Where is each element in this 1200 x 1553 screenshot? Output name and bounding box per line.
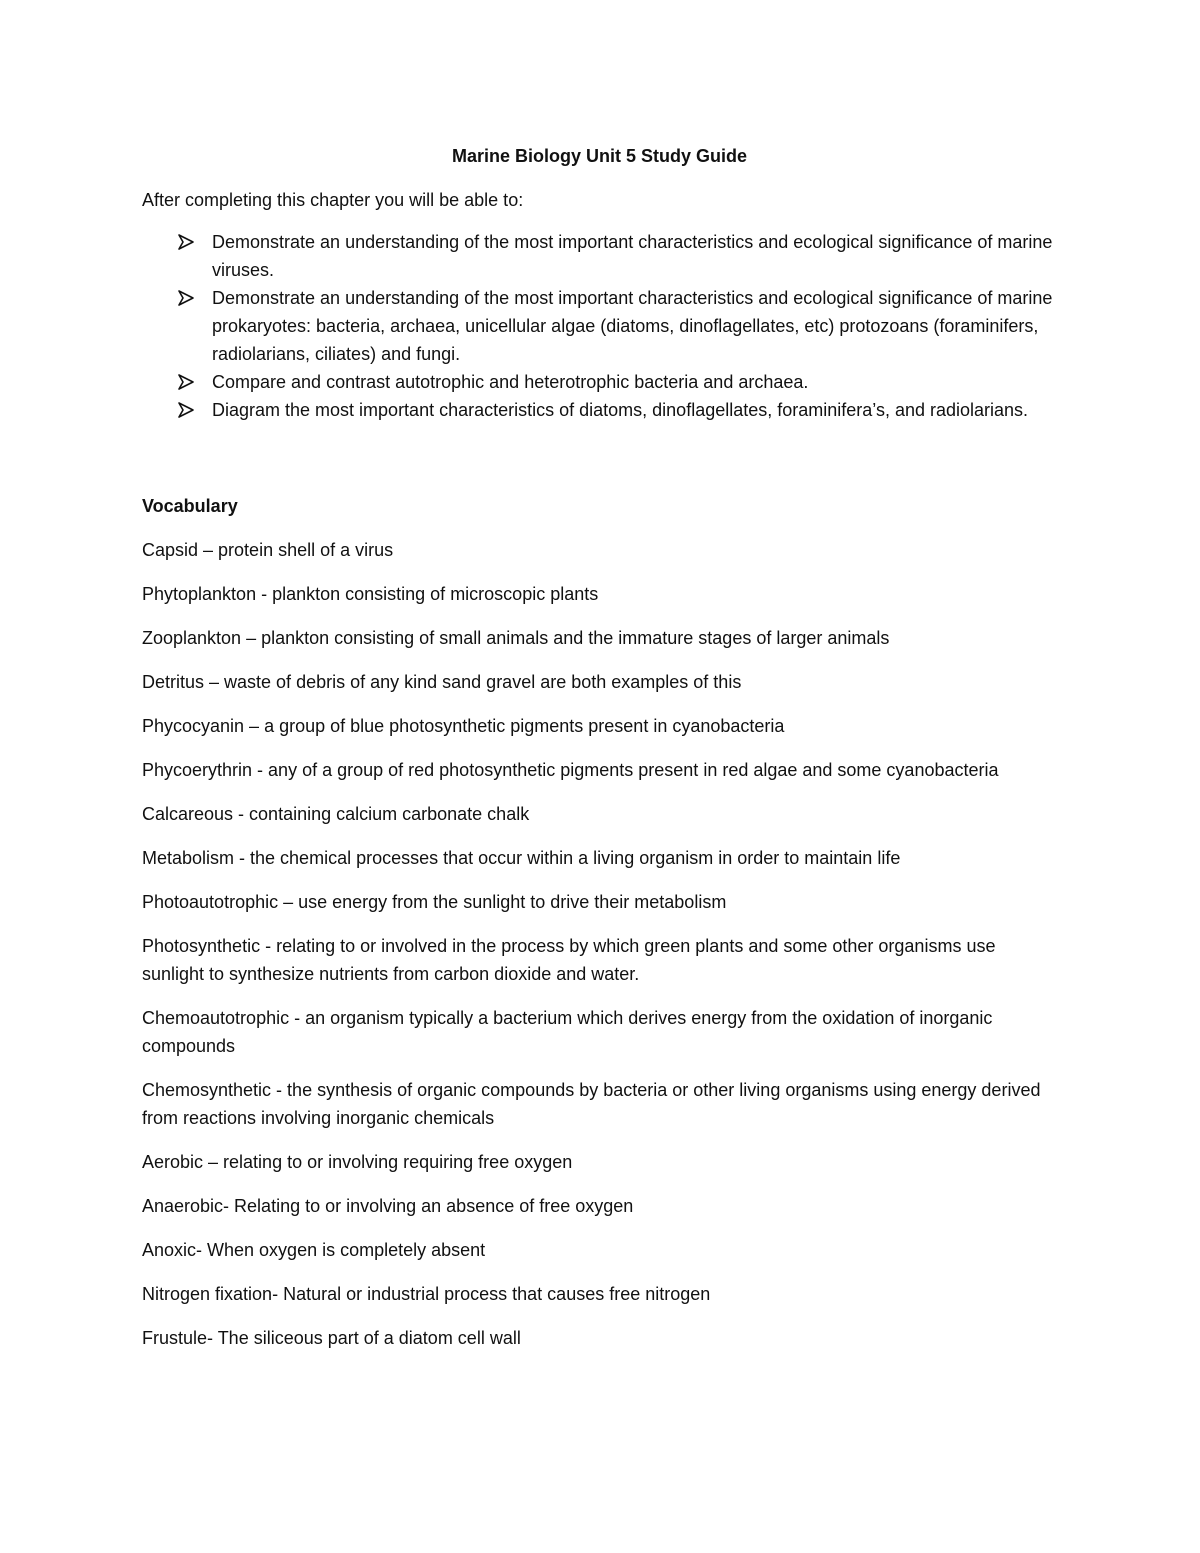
vocabulary-term: Frustule- The siliceous part of a diatom cell wall: [142, 1328, 521, 1348]
vocabulary-term: Photoautotrophic – use energy from the sunlight to drive their metabolism: [142, 892, 727, 912]
vocabulary-term: Phycocyanin – a group of blue photosynthetic pigments present in cyanobacteria: [142, 716, 785, 736]
vocabulary-term: Zooplankton – plankton consisting of small animals and the immature stages of larger animals: [142, 628, 890, 648]
vocabulary-term: Nitrogen fixation- Natural or industrial process that causes free nitrogen: [142, 1284, 711, 1304]
objective-item: [142, 396, 1057, 424]
vocabulary-term: Aerobic – relating to or involving requiring free oxygen: [142, 1152, 573, 1172]
vocabulary-list: [142, 536, 1057, 1352]
vocabulary-term: Phytoplankton - plankton consisting of microscopic plants: [142, 584, 599, 604]
vocabulary-term: Phycoerythrin - any of a group of red photosynthetic pigments present in red algae and some cyanobacteria: [142, 760, 999, 780]
objective-text: Diagram the most important characteristics of diatoms, dinoflagellates, foraminifera’s, and radiolarians.: [212, 400, 1029, 420]
vocabulary-term: Calcareous - containing calcium carbonate chalk: [142, 804, 530, 824]
objective-item: [142, 284, 1057, 368]
objective-item: [142, 228, 1057, 284]
document-content: [142, 142, 1057, 1368]
objective-text: Compare and contrast autotrophic and heterotrophic bacteria and archaea.: [212, 372, 809, 392]
arrowhead-bullet-icon: [176, 229, 196, 255]
vocabulary-term: Metabolism - the chemical processes that occur within a living organism in order to maintain life: [142, 848, 901, 868]
vocabulary-term: Chemosynthetic - the synthesis of organic compounds by bacteria or other living organisms using energy derived from reactions involving inorganic chemicals: [142, 1080, 1041, 1128]
vocabulary-term: Capsid – protein shell of a virus: [142, 540, 394, 560]
vocabulary-term: Anoxic- When oxygen is completely absent: [142, 1240, 486, 1260]
objectives-list: [142, 228, 1057, 424]
intro-text: After completing this chapter you will be able to:: [142, 190, 524, 210]
vocabulary-term: Detritus – waste of debris of any kind sand gravel are both examples of this: [142, 672, 742, 692]
objective-text: Demonstrate an understanding of the most important characteristics and ecological significance of marine viruses.: [212, 232, 1053, 280]
arrowhead-bullet-icon: [176, 285, 196, 311]
arrowhead-bullet-icon: [176, 369, 196, 395]
vocabulary-term: Photosynthetic - relating to or involved in the process by which green plants and some other organisms use sunlight to synthesize nutrients from carbon dioxide and water.: [142, 936, 996, 984]
document-title: Marine Biology Unit 5 Study Guide: [451, 146, 748, 166]
arrowhead-bullet-icon: [176, 397, 196, 423]
vocabulary-term: Chemoautotrophic - an organism typically a bacterium which derives energy from the oxidation of inorganic compounds: [142, 1008, 993, 1056]
vocabulary-term: Anaerobic- Relating to or involving an absence of free oxygen: [142, 1196, 634, 1216]
objective-text: Demonstrate an understanding of the most important characteristics and ecological significance of marine prokaryotes: bacteria, archaea, unicellular algae (diatoms, dinoflagellates, etc) protozoans (foraminifers, radiolarians, ciliates) and fungi.: [212, 288, 1053, 364]
objective-item: [142, 368, 1057, 396]
vocabulary-heading: Vocabulary: [142, 496, 238, 516]
